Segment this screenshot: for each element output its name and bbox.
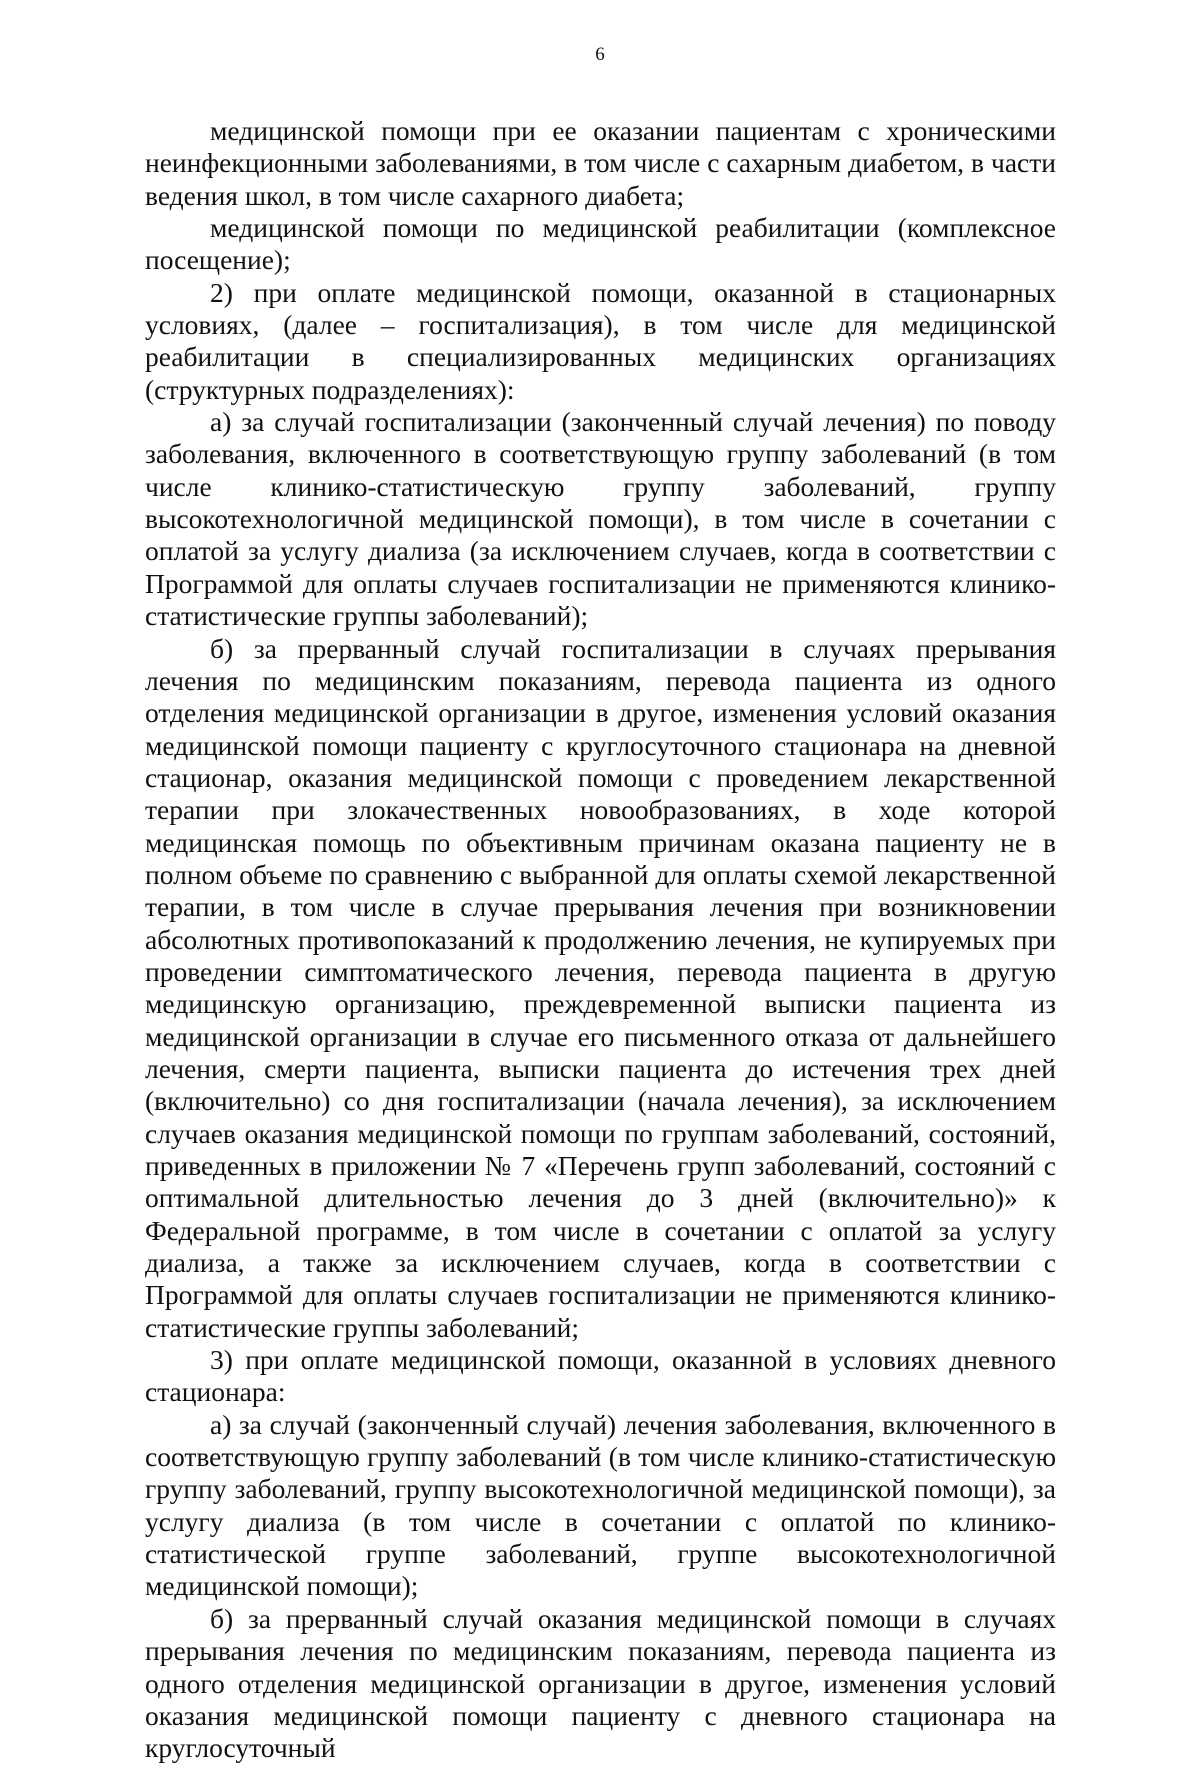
page-number: 6 xyxy=(595,44,605,65)
paragraph-chronic-diseases: медицинской помощи при ее оказании пациентам с хроническими неинфекционными заболеваниями, в том числе с сахарным диабетом, в части ведения школ, в том числе сахарного диабета; xyxy=(145,115,1056,211)
paragraph-item-2a: а) за случай госпитализации (законченный случай лечения) по поводу заболевания, включенного в соответствующую группу заболеваний (в том числе клинико-статистическую группу заболеваний, группу высокотехнологичной медицинской помощи), в том числе в сочетании с оплатой за услугу диализа (за исключением случаев, когда в соответствии с Программой для оплаты случаев госпитализации не применяются клинико-статистические группы заболеваний); xyxy=(145,406,1056,632)
paragraph-item-3b: б) за прерванный случай оказания медицинской помощи в случаях прерывания лечения по медицинским показаниям, перевода пациента из одного отделения медицинской организации в другое, изменения условий оказания медицинской помощи пациенту с дневного стационара на круглосуточный xyxy=(145,1602,1056,1764)
paragraph-item-3a: а) за случай (законченный случай) лечения заболевания, включенного в соответствующую группу заболеваний (в том числе клинико-статистическую группу заболеваний, группу высокотехнологичной медицинской помощи), за услугу диализа (в том числе в сочетании с оплатой по клинико-статистической группе заболеваний, группе высокотехнологичной медицинской помощи); xyxy=(145,1408,1056,1602)
paragraph-rehabilitation: медицинской помощи по медицинской реабилитации (комплексное посещение); xyxy=(145,212,1056,276)
paragraph-item-2-inpatient: 2) при оплате медицинской помощи, оказанной в стационарных условиях, (далее – госпитализация), в том числе для медицинской реабилитации в специализированных медицинских организациях (структурных подразделениях): xyxy=(145,276,1056,405)
document-body xyxy=(145,115,1056,1765)
paragraph-item-2b: б) за прерванный случай госпитализации в случаях прерывания лечения по медицинским показаниям, перевода пациента из одного отделения медицинской организации в другое, изменения условий оказания медицинской помощи пациенту с круглосуточного стационара на дневной стационар, оказания медицинской помощи с проведением лекарственной терапии при злокачественных новообразованиях, в ходе которой медицинская помощь по объективным причинам оказана пациенту не в полном объеме по сравнению с выбранной для оплаты схемой лекарственной терапии, в том числе в случае прерывания лечения при возникновении абсолютных противопоказаний к продолжению лечения, не купируемых при проведении симптоматического лечения, перевода пациента в другую медицинскую организацию, преждевременной выписки пациента из медицинской организации в случае его письменного отказа от дальнейшего лечения, смерти пациента, выписки пациента до истечения трех дней (включительно) со дня госпитализации (начала лечения), за исключением случаев оказания медицинской помощи по группам заболеваний, состояний, приведенных в приложении № 7 «Перечень групп заболеваний, состояний с оптимальной длительностью лечения до 3 дней (включительно)» к Федеральной программе, в том числе в сочетании с оплатой за услугу диализа, а также за исключением случаев, когда в соответствии с Программой для оплаты случаев госпитализации не применяются клинико-статистические группы заболеваний; xyxy=(145,632,1056,1343)
paragraph-item-3-day-hospital: 3) при оплате медицинской помощи, оказанной в условиях дневного стационара: xyxy=(145,1344,1056,1408)
